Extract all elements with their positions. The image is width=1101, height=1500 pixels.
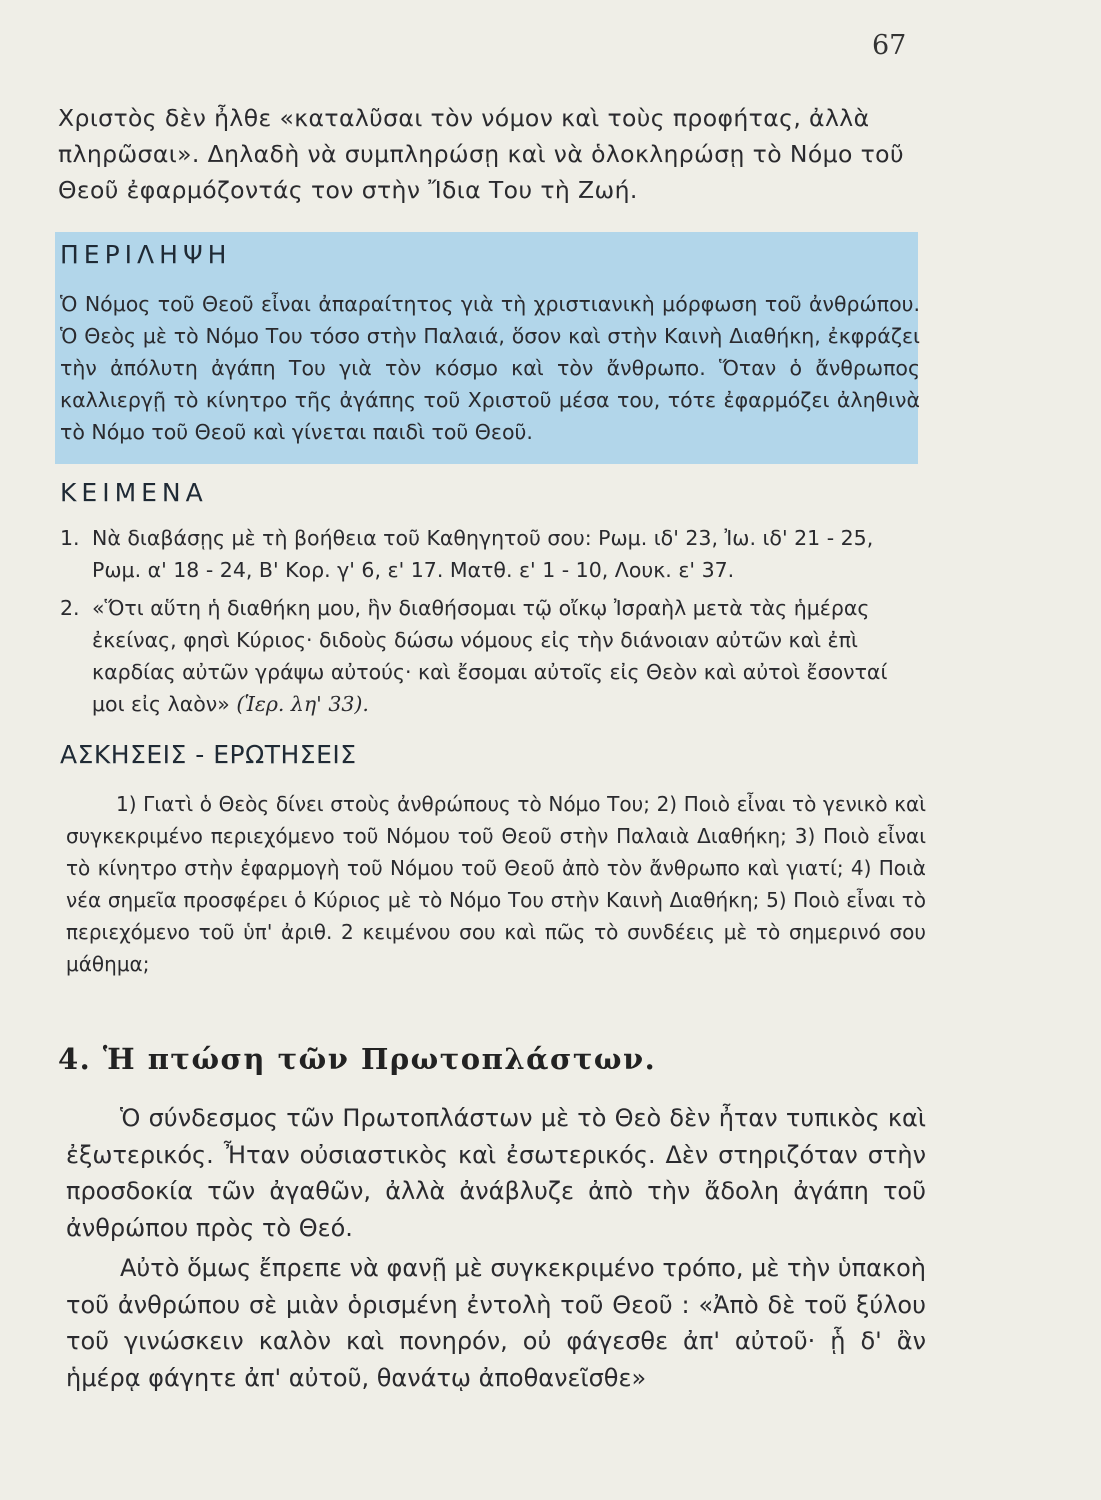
list-item — [60, 592, 920, 720]
texts-heading: ΚΕΙΜΕΝΑ — [60, 478, 208, 507]
exercises-body — [66, 788, 926, 980]
summary-body — [60, 288, 920, 448]
intro-paragraph — [58, 100, 928, 208]
list-item — [60, 522, 920, 586]
exercises-text: 1) Γιατὶ ὁ Θεὸς δίνει στοὺς ἀνθρώπους τὸ Νόμο Του; 2) Ποιὸ εἶναι τὸ γενικὸ καὶ συγκεκριμένο περιεχόμενο τοῦ Νόμου τοῦ Θεοῦ στὴν Παλαιὰ Διαθήκη; 3) Ποιὸ εἶναι τὸ κίνητρο στὴν ἐφαρμογὴ τοῦ Νόμου τοῦ Θεοῦ ἀπὸ τὸν ἄνθρωπο καὶ γιατί; 4) Ποιὰ νέα σημεῖα προσφέρει ὁ Κύριος μὲ τὸ Νόμο Του στὴν Καινὴ Διαθήκη; 5) Ποιὸ εἶναι τὸ περιεχόμενο τοῦ ὑπ' ἀριθ. 2 κειμένου σου καὶ πῶς τὸ συνδέεις μὲ τὸ σημερινό σου μάθημα; — [66, 792, 926, 976]
page-number: 67 — [872, 30, 907, 61]
intro-text: Χριστὸς δὲν ἦλθε «καταλῦσαι τὸν νόμον καὶ τοὺς προφήτας, ἀλλὰ πληρῶσαι». Δηλαδὴ νὰ συμπληρώσῃ καὶ νὰ ὁλοκληρώσῃ τὸ Νόμο τοῦ Θεοῦ ἐφαρμόζοντάς τον στὴν Ἴδια Του τὴ Ζωή. — [58, 104, 904, 204]
chapter-body — [66, 1100, 926, 1396]
texts-list — [60, 522, 920, 726]
chapter-title: 4. Ἡ πτώση τῶν Πρωτοπλάστων. — [58, 1042, 657, 1076]
exercises-heading: ΑΣΚΗΣΕΙΣ - ΕΡΩΤΗΣΕΙΣ — [60, 740, 357, 769]
list-item-number: 1. — [60, 526, 80, 550]
chapter-paragraph: Ὁ σύνδεσμος τῶν Πρωτοπλάστων μὲ τὸ Θεὸ δὲν ἦταν τυπικὸς καὶ ἐξωτερικός. Ἦταν οὐσιαστικὸς καὶ ἐσωτερικός. Δὲν στηριζόταν στὴν προσδοκία τῶν ἀγαθῶν, ἀλλὰ ἀνάβλυζε ἀπὸ τὴν ἄδολη ἀγάπη τοῦ ἀνθρώπου πρὸς τὸ Θεό. — [66, 1104, 926, 1242]
chapter-paragraph: Αὐτὸ ὅμως ἔπρεπε νὰ φανῇ μὲ συγκεκριμένο τρόπο, μὲ τὴν ὑπακοὴ τοῦ ἀνθρώπου σὲ μιὰν ὁρισμένη ἐντολὴ τοῦ Θεοῦ : «Ἀπὸ δὲ τοῦ ξύλου τοῦ γινώσκειν καλὸν καὶ πονηρόν, οὐ φάγεσθε ἀπ' αὐτοῦ· ᾗ δ' ἂν ἡμέρᾳ φάγητε ἀπ' αὐτοῦ, θανάτῳ ἀποθανεῖσθε» — [66, 1254, 926, 1392]
summary-text: Ὁ Νόμος τοῦ Θεοῦ εἶναι ἀπαραίτητος γιὰ τὴ χριστιανικὴ μόρφωση τοῦ ἀνθρώπου. Ὁ Θεὸς μὲ τὸ Νόμο Του τόσο στὴν Παλαιά, ὅσον καὶ στὴν Καινὴ Διαθήκη, ἐκφράζει τὴν ἀπόλυτη ἀγάπη Του γιὰ τὸν κόσμο καὶ τὸν ἄνθρωπο. Ὅταν ὁ ἄνθρωπος καλλιεργῇ τὸ κίνητρο τῆς ἀγάπης τοῦ Χριστοῦ μέσα του, τότε ἐφαρμόζει ἀληθινὰ τὸ Νόμο τοῦ Θεοῦ καὶ γίνεται παιδὶ τοῦ Θεοῦ. — [60, 292, 920, 444]
summary-heading: ΠΕΡΙΛΗΨΗ — [60, 240, 232, 269]
list-item-text: Νὰ διαβάσῃς μὲ τὴ βοήθεια τοῦ Καθηγητοῦ σου: Ρωμ. ιδ' 23, Ἰω. ιδ' 21 - 25, Ρωμ. α' 18 - 24, Β' Κορ. γ' 6, ε' 17. Ματθ. ε' 1 - 10, Λουκ. ε' 37. — [92, 526, 874, 582]
list-item-text: «Ὅτι αὕτη ἡ διαθήκη μου, ἣν διαθήσομαι τῷ οἴκῳ Ἰσραὴλ μετὰ τὰς ἡμέρας ἐκείνας, φησὶ Κύριος· διδοὺς δώσω νόμους εἰς τὴν διάνοιαν αὐτῶν καὶ ἐπὶ καρδίας αὐτῶν γράψω αὐτούς· καὶ ἔσομαι αὐτοῖς εἰς Θεὸν καὶ αὐτοὶ ἔσονταί μοι εἰς λαὸν» — [92, 596, 888, 716]
list-item-number: 2. — [60, 596, 80, 620]
list-item-citation: (Ἱερ. λη' 33). — [236, 692, 369, 716]
